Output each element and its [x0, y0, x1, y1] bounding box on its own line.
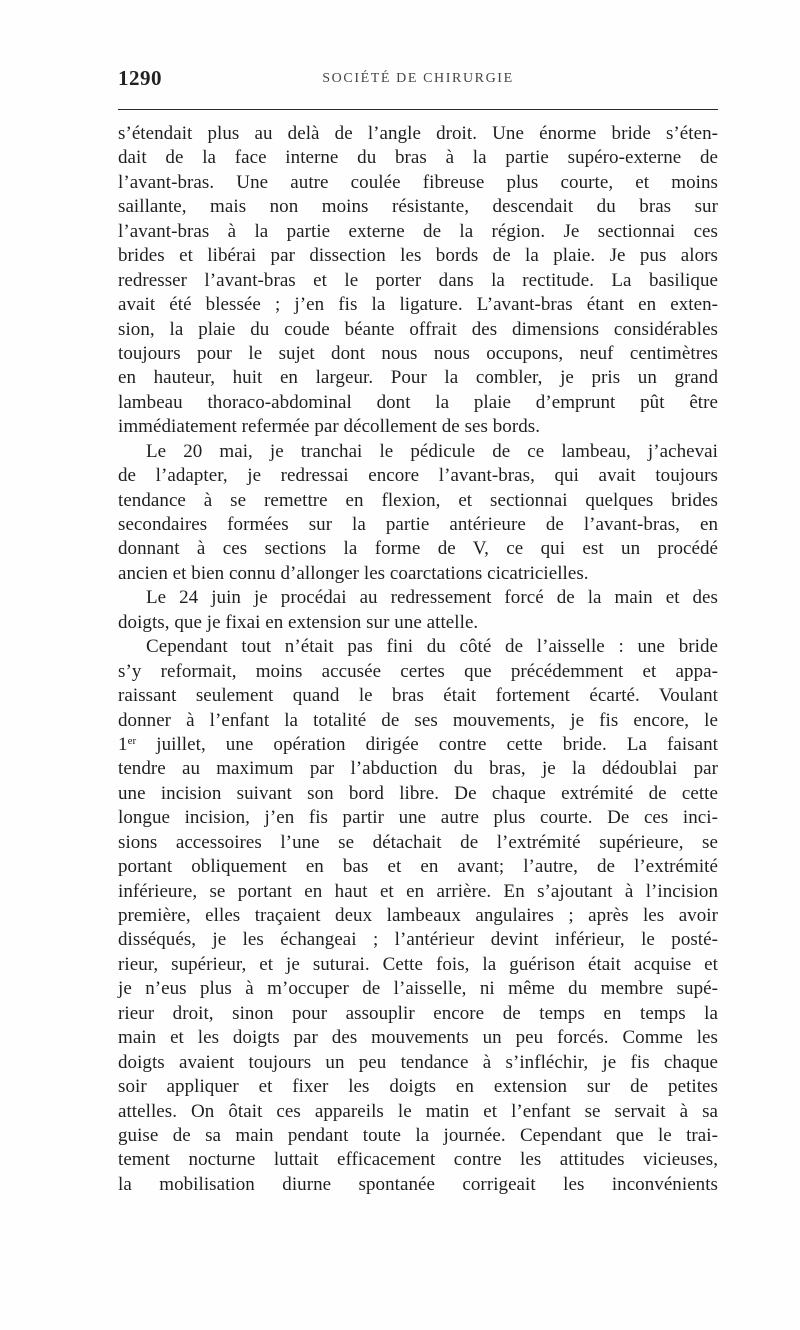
text-line-with-ordinal [118, 733, 718, 757]
body-text [118, 122, 718, 1197]
text-line: donner à l’enfant la totalité de ses mouvements, je fis encore, le [118, 709, 718, 731]
text-line: rieur droit, sinon pour assouplir encore de temps en temps la [118, 1002, 718, 1024]
text-line: de l’adapter, je redressai encore l’avant-bras, qui avait toujours [118, 465, 718, 487]
text-line: avait été blessée ; j’en fis la ligature. L’avant-bras étant en exten- [118, 294, 718, 316]
text-line: donnant à ces sections la forme de V, ce qui est un procédé [118, 538, 718, 560]
text-line: portant obliquement en bas et en avant; l’autre, de l’extrémité [118, 856, 718, 878]
text-line: première, elles traçaient deux lambeaux angulaires ; après les avoir [118, 905, 718, 926]
text-line: lambeau thoraco-abdominal dont la plaie d’emprunt pût être [118, 391, 718, 413]
text-line: disséqués, je les échangeai ; l’antérieur devint inférieur, le posté- [118, 929, 718, 951]
text-line: raissant seulement quand le bras était fortement écarté. Voulant [118, 685, 718, 707]
text-line: brides et libérai par dissection les bords de la plaie. Je pus alors [118, 245, 718, 267]
text-line: Le 20 mai, je tranchai le pédicule de ce lambeau, j’achevai [146, 440, 718, 462]
text-line: s’y reformait, moins accusée certes que précédemment et appa- [118, 660, 718, 682]
text-line: ancien et bien connu d’allonger les coarctations cicatricielles. [118, 562, 589, 584]
text-line: doigts avaient toujours un peu tendance à s’infléchir, je fis chaque [118, 1051, 718, 1073]
text-line: inférieure, se portant en haut et en arrière. En s’ajoutant à l’incision [118, 880, 718, 902]
page-header [118, 66, 718, 96]
text-line: Le 24 juin je procédai au redressement forcé de la main et des [146, 587, 718, 609]
text-line: tendance à se remettre en flexion, et sectionnai quelques brides [118, 489, 718, 511]
text-line: s’étendait plus au delà de l’angle droit. Une énorme bride s’éten- [118, 123, 718, 144]
text-line: guise de sa main pendant toute la journée. Cependant que le trai- [118, 1124, 718, 1146]
text-line: tendre au maximum par l’abduction du bras, je la dédoublai par [118, 758, 718, 780]
text-line: soir appliquer et fixer les doigts en extension sur de petites [118, 1076, 718, 1098]
running-head: SOCIÉTÉ DE CHIRURGIE [322, 71, 514, 86]
text-line: dait de la face interne du bras à la partie supéro-externe de [118, 147, 718, 169]
text-line: redresser l’avant-bras et le porter dans la rectitude. La basilique [118, 269, 718, 291]
text-line: je n’eus plus à m’occuper de l’aisselle, ni même du membre supé- [118, 978, 718, 1000]
text-line: main et les doigts par des mouvements un peu forcés. Comme les [118, 1027, 718, 1049]
text-line: saillante, mais non moins résistante, descendait du bras sur [118, 196, 718, 218]
text-line: doigts, que je fixai en extension sur une attelle. [118, 611, 479, 633]
ordinal-number: 1 [118, 733, 128, 755]
text-line: secondaires formées sur la partie antérieure de l’avant-bras, en [118, 514, 718, 535]
header-rule [118, 109, 718, 110]
text-line: toujours pour le sujet dont nous nous occupons, neuf centimètres [118, 342, 718, 364]
text-line: immédiatement refermée par décollement de ses bords. [118, 416, 541, 438]
text-line: la mobilisation diurne spontanée corrigeait les inconvénients [118, 1173, 718, 1195]
page-number: 1290 [118, 66, 162, 90]
text-line: l’avant-bras à la partie externe de la région. Je sectionnai ces [118, 220, 718, 242]
text-line: longue incision, j’en fis partir une autre plus courte. De ces inci- [118, 807, 718, 829]
text-line: tement nocturne luttait efficacement contre les attitudes vicieuses, [118, 1149, 718, 1171]
text-line: sions accessoires l’une se détachait de l’extrémité supérieure, se [118, 831, 718, 853]
text-line: rieur, supérieur, et je suturai. Cette fois, la guérison était acquise et [118, 953, 718, 975]
text-line: une incision suivant son bord libre. De chaque extrémité de cette [118, 782, 718, 804]
text-line: en hauteur, huit en largeur. Pour la combler, je pris un grand [118, 367, 718, 389]
text-line-rest: juillet, une opération dirigée contre cette bride. La faisant [156, 733, 718, 755]
ordinal-suffix: er [127, 734, 137, 747]
text-line: l’avant-bras. Une autre coulée fibreuse plus courte, et moins [118, 171, 718, 193]
text-line: sion, la plaie du coude béante offrait des dimensions considérables [118, 318, 718, 340]
text-line: Cependant tout n’était pas fini du côté de l’aisselle : une bride [146, 636, 718, 658]
text-line: attelles. On ôtait ces appareils le matin et l’enfant se servait à sa [118, 1100, 718, 1122]
